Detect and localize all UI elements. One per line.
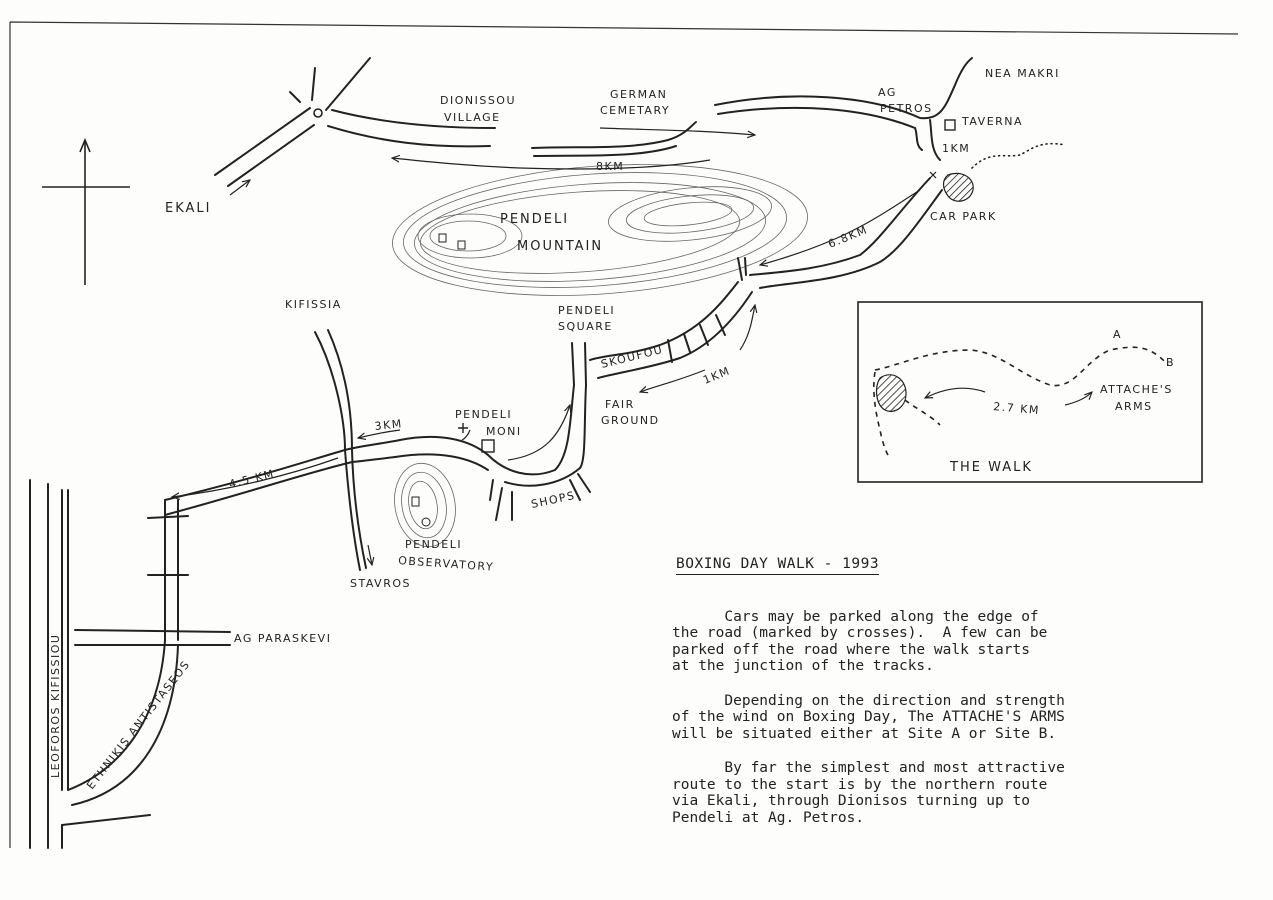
paragraph-parking: Cars may be parked along the edge of the road (marked by crosses). A few can be parked off the road where the walk starts at the junction of the tracks. [672,608,1048,674]
label-leoforos-kifissiou: LEOFOROS KIFISSIOU [49,633,62,778]
label-car-park: CAR PARK [930,210,997,223]
label-ekali: EKALI [165,201,212,216]
label-dionissou-2: VILLAGE [444,111,501,124]
label-pendeli-mountain-1: PENDELI [500,212,570,227]
walk-description [672,556,1232,826]
label-german-2: CEMETARY [600,104,671,117]
label-dionissou-1: DIONISSOU [440,94,517,107]
label-nea-makri: NEA MAKRI [985,67,1060,80]
label-german-1: GERMAN [610,88,668,101]
label-fair-ground-2: GROUND [601,414,660,427]
label-ethnikis-antistaseos: ETHNIKIS ANTISTASEOS [84,657,193,792]
label-shops: SHOPS [529,488,577,511]
label-ag-petros-1: AG [878,86,897,99]
label-pendeli-moni-2: MONI [486,425,522,438]
car-park-marker [458,120,1065,452]
label-pendeli-observatory-2: OBSERVATORY [397,554,495,574]
label-fair-ground-1: FAIR [605,398,635,411]
label-distance-1km-b: 1Km [701,364,733,387]
paragraph-route: By far the simplest and most attractive route to the start is by the northern route via Ekali, through Dionisos turning up to Pendeli at Ag. Petros. [672,760,1065,826]
label-distance-3km: 3Km [373,417,404,433]
pendeli-mountain-contours [388,152,812,309]
label-pendeli-observatory-1: PENDELI [405,538,463,551]
inset-title: THE WALK [950,460,1033,475]
label-ag-petros-2: PETROS [880,102,933,115]
label-pendeli-square-2: SQUARE [558,320,613,333]
label-kifissia: KIFISSIA [285,298,342,311]
label-stavros: STAVROS [350,577,411,590]
label-distance-6-8km: 6.8Km [826,223,870,251]
document-title: BOXING DAY WALK - 1993 [676,556,879,575]
label-distance-8km: 8Km [596,160,625,173]
paragraph-wind: Depending on the direction and strength of the wind on Boxing Day, The ATTACHE'S ARMS will be situated either at Site A or Site B. [672,692,1065,742]
label-pendeli-square-1: PENDELI [558,304,616,317]
label-distance-1km-a: 1Km [942,142,971,155]
inset-site-a: A [1113,328,1123,341]
inset-site-b: B [1166,356,1176,369]
label-ag-paraskevi: AG PARASKEVI [234,632,332,645]
label-skoufou: SKOUFOU [599,342,665,371]
north-arrow-icon [42,140,130,285]
inset-attaches-2: ARMS [1115,400,1153,413]
label-taverna: TAVERNA [962,115,1024,128]
inset-walk-map [858,302,1202,482]
label-pendeli-mountain-2: MOUNTAIN [517,239,604,254]
inset-distance: 2.7 Km [992,400,1041,418]
label-pendeli-moni-1: PENDELI [455,408,513,421]
inset-attaches-1: ATTACHE'S [1100,383,1173,396]
label-distance-4-5km: 4.5 km [227,466,277,491]
